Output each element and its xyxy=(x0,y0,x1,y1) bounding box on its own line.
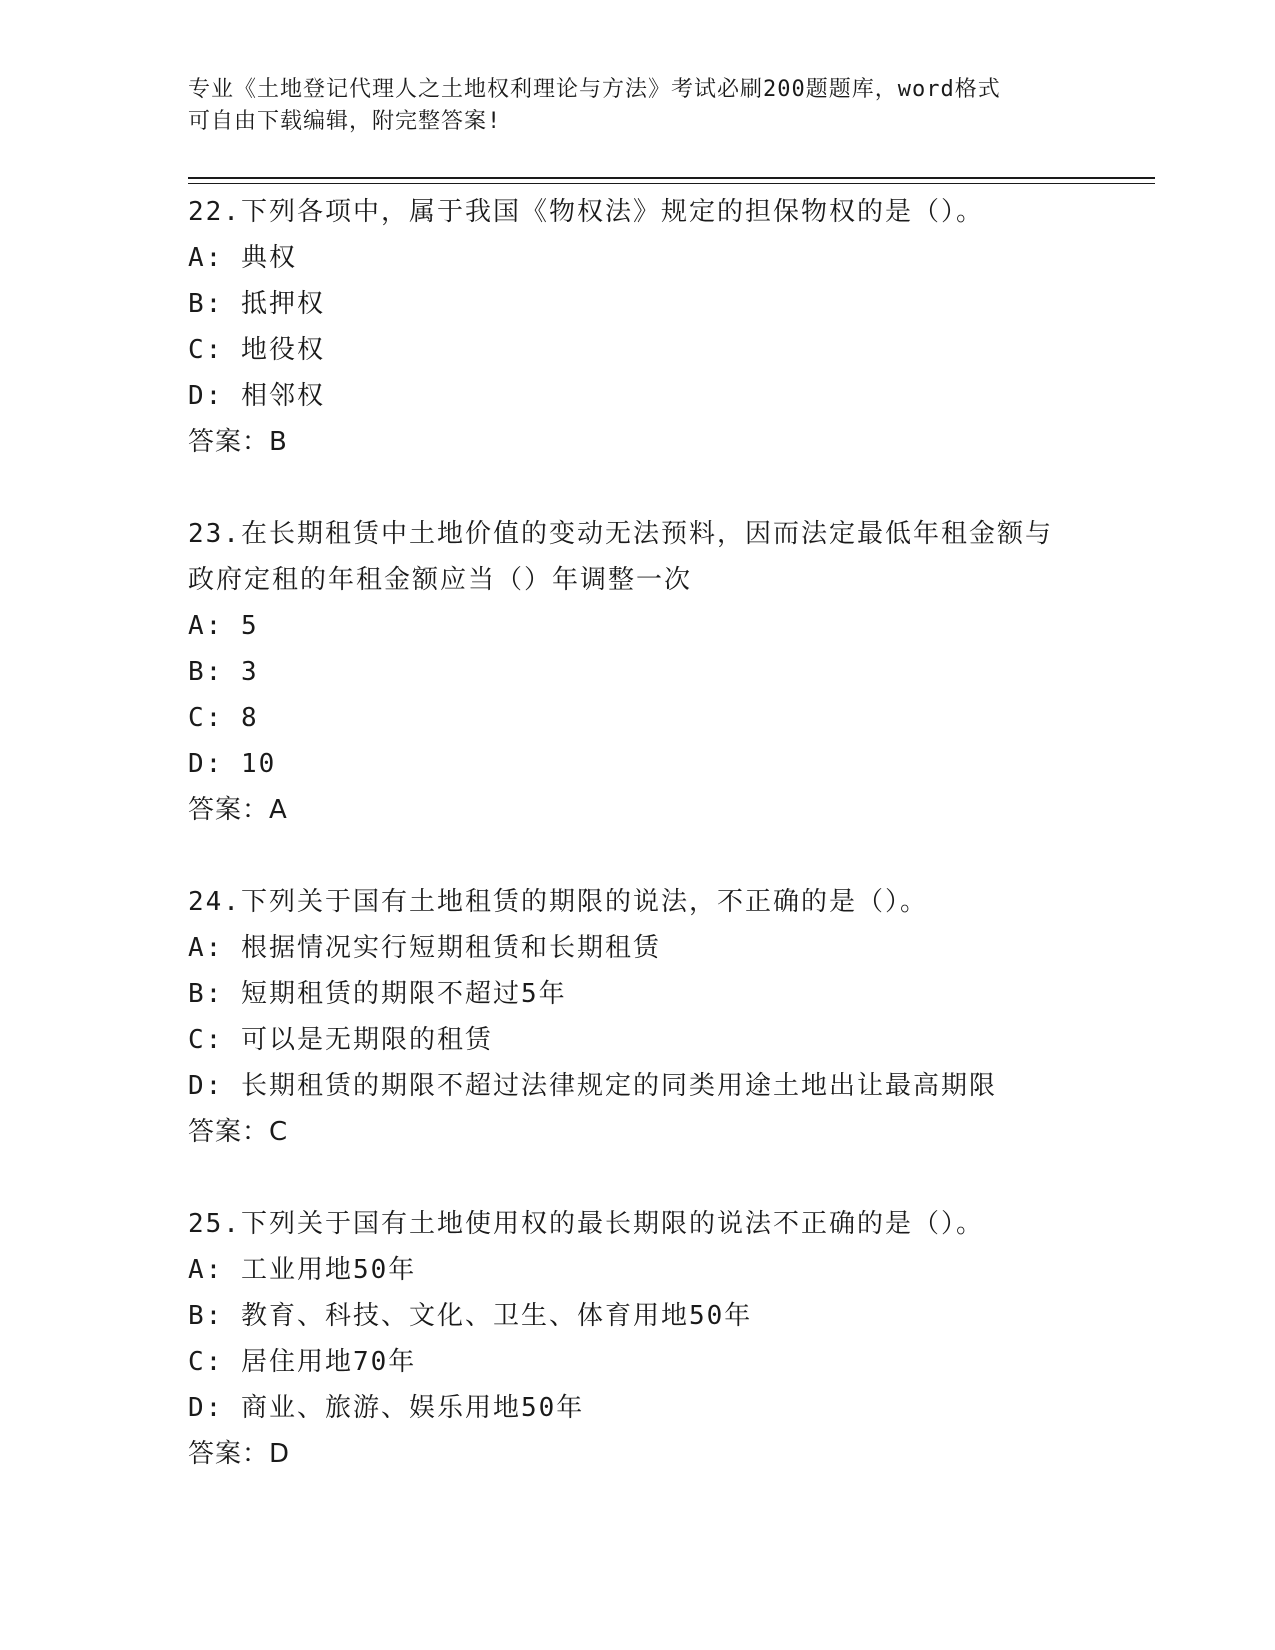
answer-value: D xyxy=(269,1439,291,1469)
question-list xyxy=(188,189,1088,1477)
question-text-line-2: 政府定租的年租金额应当（）年调整一次 xyxy=(188,565,693,595)
question-25 xyxy=(188,1201,1088,1477)
question-spacer xyxy=(188,833,1088,879)
question-text: 22.下列各项中，属于我国《物权法》规定的担保物权的是（）。 xyxy=(188,197,984,227)
answer-value: B xyxy=(269,427,288,457)
answer-line xyxy=(188,787,1088,833)
option-c: C: 8 xyxy=(188,703,259,733)
option-b: B: 教育、科技、文化、卫生、体育用地50年 xyxy=(188,1301,753,1331)
question-spacer xyxy=(188,465,1088,511)
answer-value: A xyxy=(269,795,288,825)
option-d: D: 相邻权 xyxy=(188,381,325,411)
question-23 xyxy=(188,511,1088,833)
question-22 xyxy=(188,189,1088,465)
document-header xyxy=(188,74,1068,138)
answer-label: 答案： xyxy=(188,795,270,825)
question-24 xyxy=(188,879,1088,1155)
option-b: B: 抵押权 xyxy=(188,289,325,319)
header-line-2: 可自由下载编辑，附完整答案! xyxy=(188,109,502,134)
question-text: 25.下列关于国有土地使用权的最长期限的说法不正确的是（）。 xyxy=(188,1209,984,1239)
option-d: D: 10 xyxy=(188,749,277,779)
option-d: D: 商业、旅游、娱乐用地50年 xyxy=(188,1393,585,1423)
option-a: A: 工业用地50年 xyxy=(188,1255,417,1285)
answer-label: 答案： xyxy=(188,1117,270,1147)
answer-line xyxy=(188,1109,1088,1155)
header-line-1: 专业《土地登记代理人之土地权利理论与方法》考试必刷200题题库，word格式 xyxy=(188,77,1001,102)
answer-label: 答案： xyxy=(188,1439,270,1469)
option-a: A: 根据情况实行短期租赁和长期租赁 xyxy=(188,933,661,963)
option-d: D: 长期租赁的期限不超过法律规定的同类用途土地出让最高期限 xyxy=(188,1071,997,1101)
answer-label: 答案： xyxy=(188,427,270,457)
option-b: B: 3 xyxy=(188,657,259,687)
option-c: C: 地役权 xyxy=(188,335,325,365)
answer-line xyxy=(188,1431,1088,1477)
answer-line xyxy=(188,419,1088,465)
answer-value: C xyxy=(269,1117,289,1147)
option-a: A: 典权 xyxy=(188,243,297,273)
option-c: C: 可以是无期限的租赁 xyxy=(188,1025,493,1055)
header-divider-thin xyxy=(188,183,1155,184)
question-text: 24.下列关于国有土地租赁的期限的说法，不正确的是（）。 xyxy=(188,887,928,917)
option-b: B: 短期租赁的期限不超过5年 xyxy=(188,979,567,1009)
header-divider-thick xyxy=(188,177,1155,179)
question-text-line-1: 23.在长期租赁中土地价值的变动无法预料，因而法定最低年租金额与 xyxy=(188,519,1053,549)
option-c: C: 居住用地70年 xyxy=(188,1347,417,1377)
option-a: A: 5 xyxy=(188,611,259,641)
question-spacer xyxy=(188,1155,1088,1201)
